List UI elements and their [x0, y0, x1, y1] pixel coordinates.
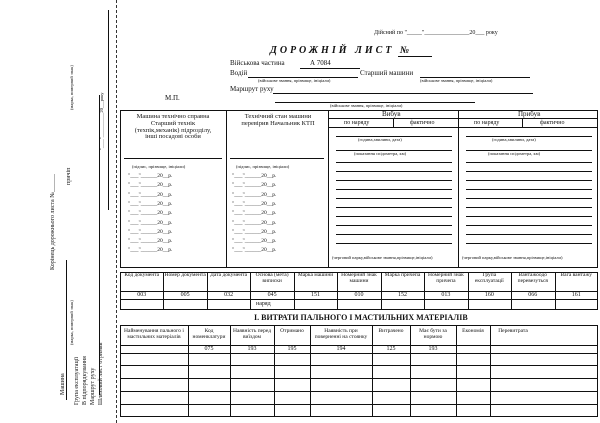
col1-date-row: "___"______20__р. — [128, 238, 173, 245]
col2-sign-caption: (підпис, прізвище, ініціали) — [236, 164, 290, 169]
prybuv-label: Прибув — [518, 110, 541, 118]
codes-value: 005 — [180, 292, 190, 298]
vybuv-line — [336, 243, 452, 244]
codes-header: Вага вантажу — [560, 272, 593, 278]
vybuv-line — [336, 198, 452, 199]
col1-date-row: "___"______20__р. — [128, 219, 173, 226]
vybuv-line — [336, 189, 452, 190]
col1-date-row: "___"______20__р. — [128, 182, 173, 189]
fuel-col-divider — [490, 325, 491, 417]
fuel-header: Витрачено — [378, 328, 404, 334]
prybuv-line — [466, 198, 592, 199]
col1-title: Машина технічно справна Старший технік (техпік,механік) підрозділу, інші посадові особи — [134, 113, 212, 141]
codes-value: 032 — [224, 292, 234, 298]
fuel-header: Отримано — [280, 328, 304, 334]
fuel-col-divider — [372, 325, 373, 417]
mp-label: М.П. — [165, 94, 180, 102]
stub-korinets: Корінець дорожнього листа №______ — [50, 174, 56, 270]
col2-date-row: "___"______20__р. — [232, 182, 277, 189]
fuel-col-divider — [456, 325, 457, 417]
codes-value: 010 — [354, 292, 364, 298]
prybuv-duty-caption: (черговий парку,військове звання,прізвище,ініціали) — [462, 255, 563, 260]
fuel-header: Наявність при поверненні на стоянку — [314, 328, 368, 340]
col1-date-row: "___"______20__р. — [128, 247, 173, 254]
valid-until: Дійсний по "_____"_______________20___ року — [374, 30, 498, 36]
vybuv-time-caption: (година,хвилини, дата) — [358, 137, 402, 142]
codes-header: Номер документа — [164, 272, 206, 278]
fuel-header: Наявність перед виїздом — [232, 328, 272, 340]
codes-header: Основа (мета) виписки — [255, 272, 289, 284]
page-title: ДОРОЖНІЙ ЛИСТ № — [270, 45, 413, 56]
stub-shykovyi: Шляховий лист отримав — [98, 342, 104, 405]
prybuv-line — [466, 189, 592, 190]
codes-extra: наряд — [256, 301, 271, 307]
fuel-header: Має бути за нормою — [419, 328, 447, 340]
fuel-code: 195 — [287, 346, 297, 352]
prybuv-po-naryadu: по наряду — [474, 120, 500, 126]
codes-value: 013 — [441, 292, 451, 298]
codes-value: 003 — [137, 292, 147, 298]
senior-caption: (військове звання, прізвище, ініціали) — [420, 78, 493, 83]
stub-hrupa: Група експлуатації — [74, 356, 80, 405]
codes-value: 066 — [528, 292, 538, 298]
codes-header: Номерний знак причепа — [428, 272, 464, 284]
col1-date-row: "___"______20__р. — [128, 228, 173, 235]
col1-sign-caption: (підпис, прізвище, ініціали) — [132, 164, 186, 169]
fuel-header: Код номенклатури — [192, 328, 226, 340]
vybuv-line — [336, 207, 452, 208]
stub — [0, 0, 110, 423]
codes-header: Марка причепа — [384, 272, 421, 278]
vybuv-duty-caption: (черговий парку,військове звання,прізвище,ініціали) — [332, 255, 433, 260]
col1-date-row: "___"______20__р. — [128, 210, 173, 217]
col2-date-row: "___"______20__р. — [232, 173, 277, 179]
senior-label: Старший машини — [360, 69, 414, 77]
prybuv-line — [466, 234, 592, 235]
driver-label: Водій — [230, 69, 248, 77]
col1-date-row: "___"______20__р. — [128, 191, 173, 198]
prybuv-line — [466, 171, 592, 172]
prybuv-time-caption: (година,хвилини, дата) — [492, 137, 536, 142]
prybuv-line — [466, 216, 592, 217]
codes-value: 161 — [571, 292, 581, 298]
unit-value: А 7084 — [310, 59, 331, 67]
col2-date-row: "___"______20__р. — [232, 238, 277, 245]
fuel-header: Перевитрата — [498, 328, 528, 334]
prybuv-line — [466, 225, 592, 226]
vybuv-line — [336, 171, 452, 172]
vybuv-line — [336, 180, 452, 181]
col2-date-row: "___"______20__р. — [232, 191, 277, 198]
vybuv-faktychno: фактично — [410, 120, 435, 126]
vybuv-line — [336, 234, 452, 235]
prybuv-faktychno: фактично — [540, 120, 565, 126]
col2-date-row: "___"______20__р. — [232, 219, 277, 226]
codes-value: 152 — [397, 292, 407, 298]
fuel-code: 194 — [336, 346, 346, 352]
codes-header: Номерний знак машини — [341, 272, 377, 284]
col2-title: Технічний стан машини перевірив Начальник КТП — [241, 113, 315, 127]
stub-marka-mashyny-caption: (марка, номерний знак) — [69, 300, 74, 345]
codes-header: Вантажоодо перевезуться — [517, 272, 548, 284]
fuel-header: Економія — [462, 328, 484, 334]
col2-date-row: "___"______20__р. — [232, 228, 277, 235]
codes-value: 160 — [484, 292, 494, 298]
vybuv-line — [336, 225, 452, 226]
prybuv-line — [466, 162, 592, 163]
stub-marshrut: Маршрут руху — [90, 367, 96, 405]
codes-value: 151 — [311, 292, 321, 298]
col1-date-row: "___"______20__р. — [128, 173, 173, 179]
vybuv-line — [336, 216, 452, 217]
stub-marka-prychepa-caption: (марка, номерний знак) — [69, 65, 74, 110]
codes-header: Група експлуатації — [474, 272, 504, 284]
codes-header: Марка машини — [297, 272, 334, 278]
prybuv-speedo-caption: (показання спідометра, км) — [488, 151, 541, 156]
codes-header: Код документа — [124, 272, 160, 278]
col1-date-row: "___"______20__р. — [128, 200, 173, 207]
fuel-code: 075 — [204, 346, 214, 352]
route-label: Маршрут руху — [230, 85, 274, 93]
codes-value: 045 — [267, 292, 277, 298]
fuel-code: 193 — [428, 346, 438, 352]
fuel-header: Найменування пального і мастильних матеріалів — [124, 328, 184, 340]
prybuv-line — [466, 243, 592, 244]
stub-pidrozdil: В підпорядкування — [82, 356, 88, 405]
stub-mashyna: Машина — [60, 373, 66, 395]
col2-date-row: "___"______20__р. — [232, 247, 277, 254]
fuel-code: 125 — [386, 346, 396, 352]
cut-line — [116, 0, 117, 423]
col2-date-row: "___"______20__р. — [232, 200, 277, 207]
stub-prychip: причіп — [66, 167, 72, 185]
unit-label: Військова частина — [230, 59, 285, 67]
stub-date-right: "____"___________20___року — [99, 92, 104, 150]
official-caption: (військове звання, прізвище, ініціали) — [330, 103, 403, 108]
vybuv-line — [336, 162, 452, 163]
fuel-col-divider — [274, 325, 275, 417]
prybuv-line — [466, 207, 592, 208]
vybuv-po-naryadu: по наряду — [344, 120, 370, 126]
vybuv-speedo-caption: (показання спідометра, км) — [354, 151, 407, 156]
col2-date-row: "___"______20__р. — [232, 210, 277, 217]
driver-caption: (військове звання, прізвище, ініціали) — [258, 78, 331, 83]
fuel-code: 193 — [247, 346, 257, 352]
fuel-section-title: І. ВИТРАТИ ПАЛЬНОГО І МАСТИЛЬНИХ МАТЕРІАЛІВ — [254, 313, 468, 322]
codes-header: Дата документа — [210, 272, 248, 278]
prybuv-line — [466, 180, 592, 181]
vybuv-label: Вибув — [382, 110, 401, 118]
